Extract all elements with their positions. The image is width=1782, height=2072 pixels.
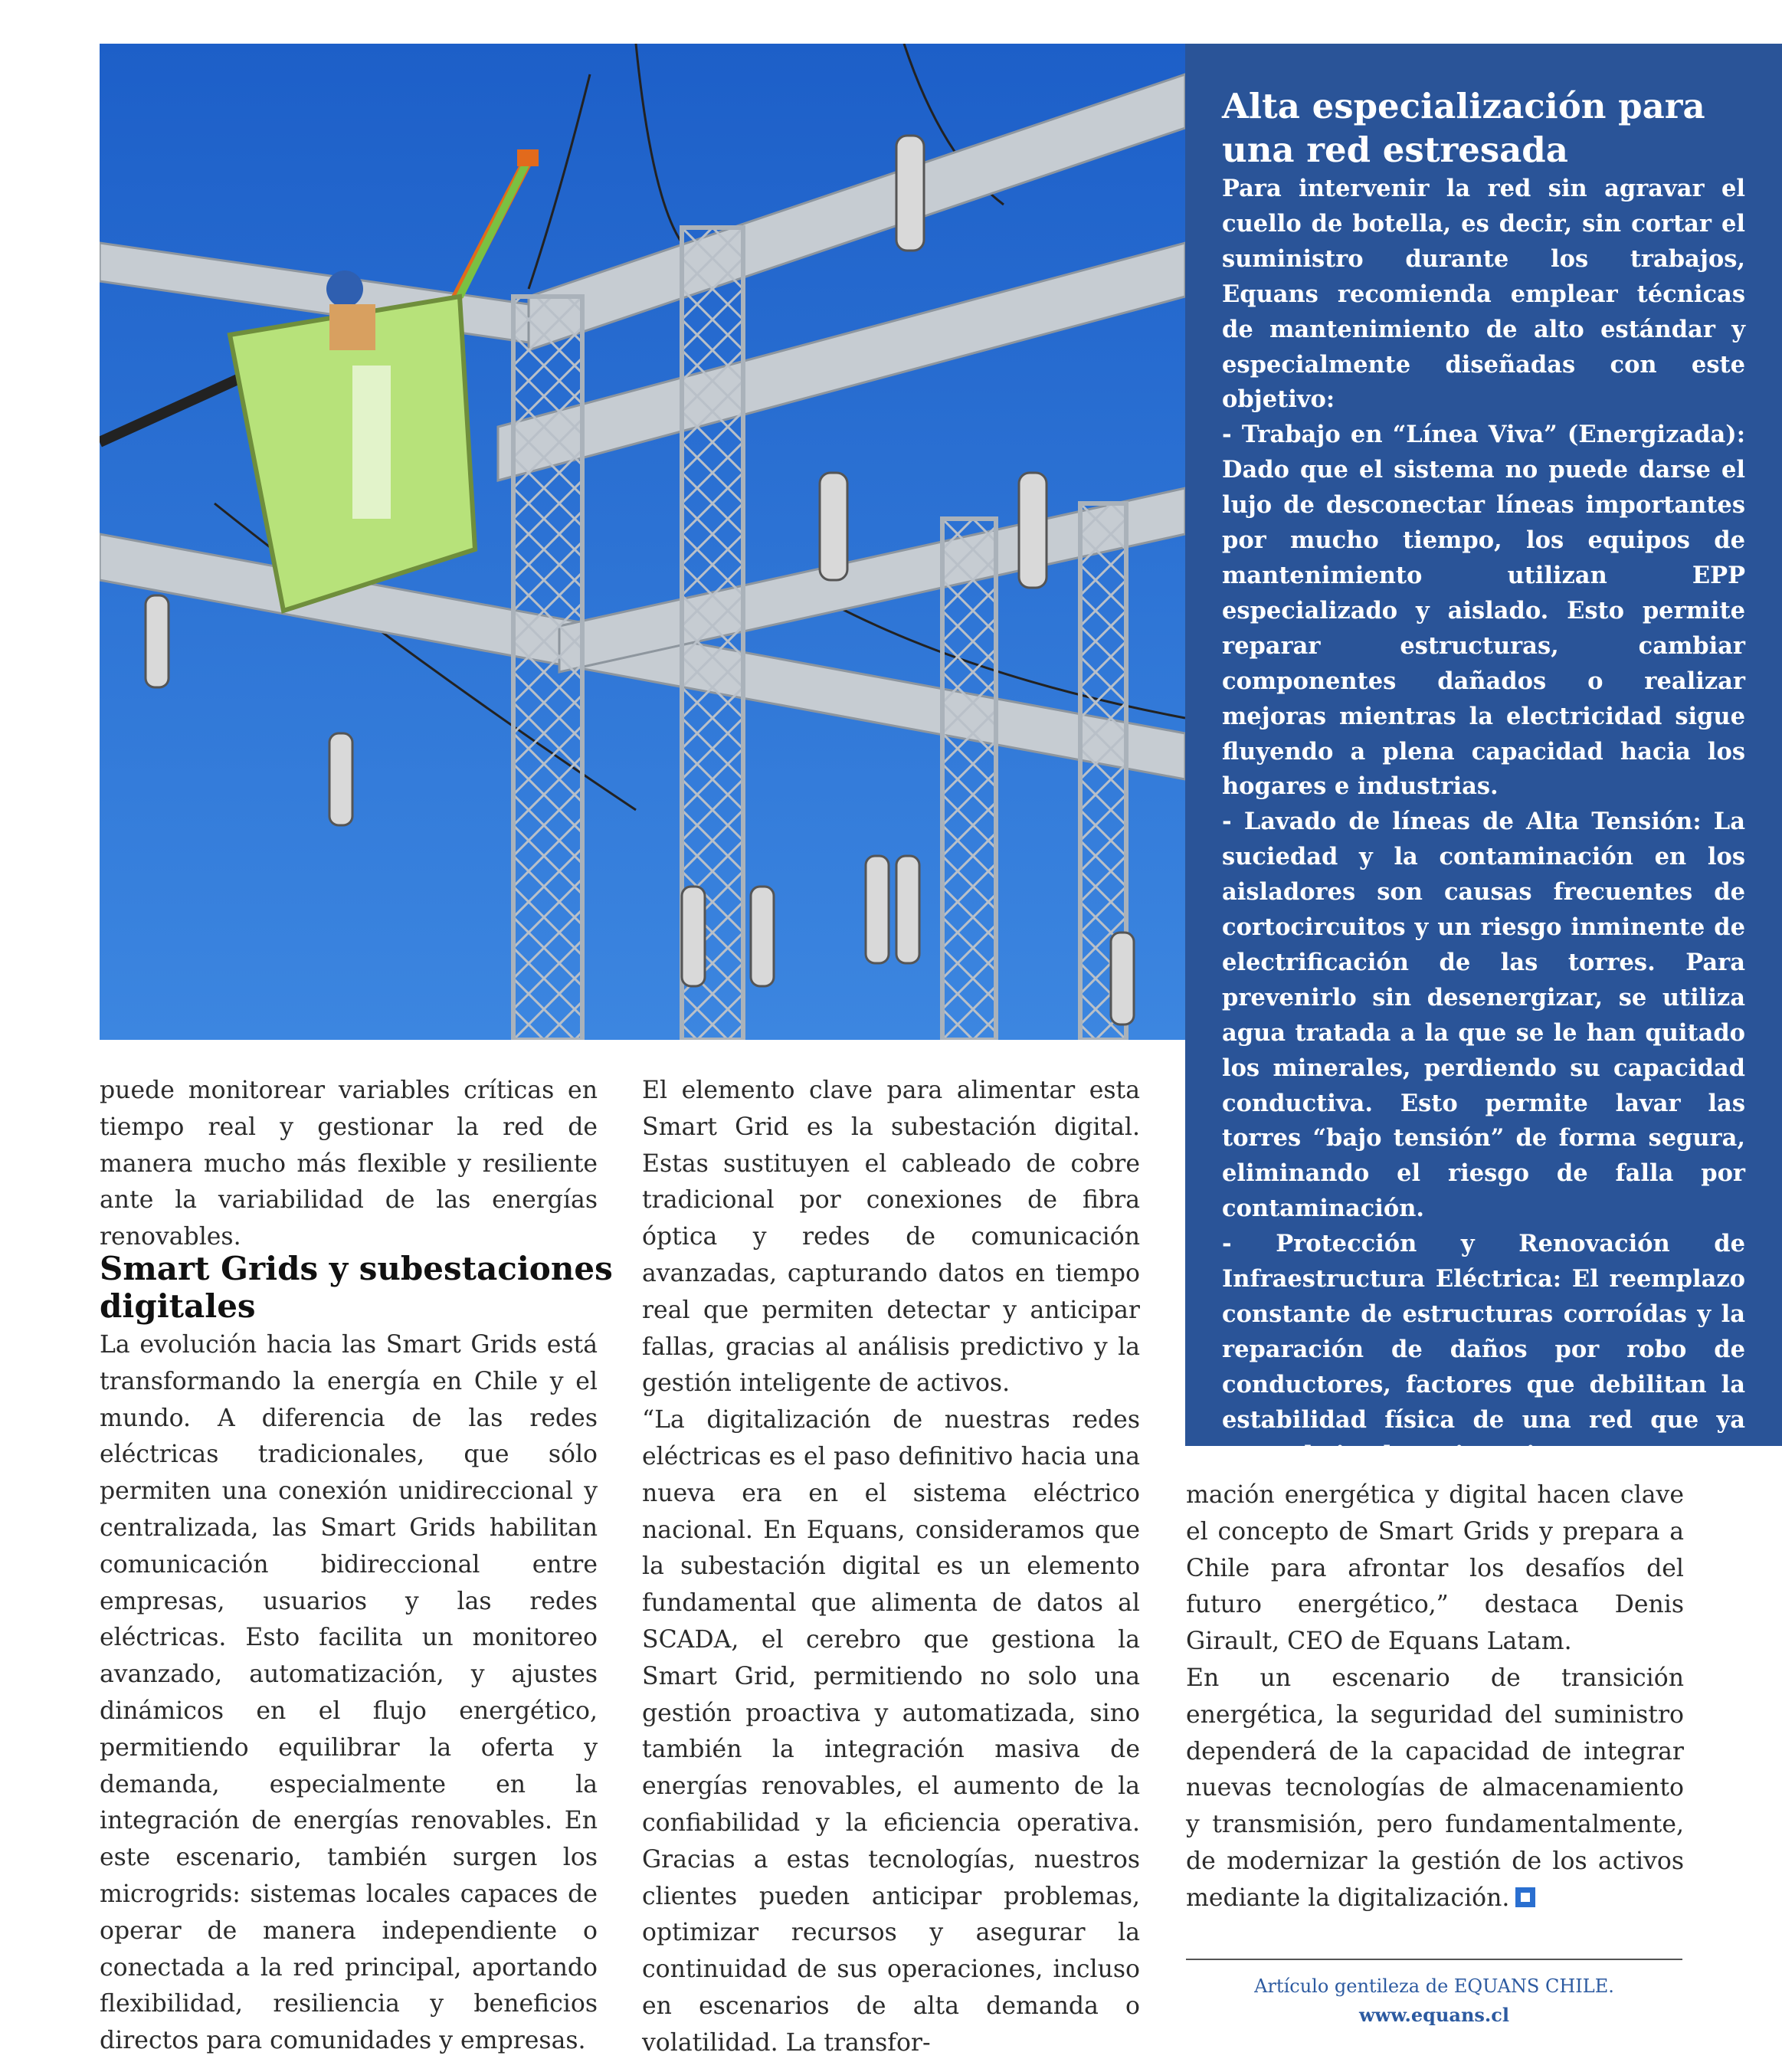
paragraph: mación energética y digital hacen clave el concepto de Smart Grids y prepara a Chile para afrontar los desafíos del futuro energético,” destaca Denis Girault, CEO de Equans Latam. <box>1186 1481 1684 1656</box>
website-link[interactable]: www.equans.cl <box>1358 2004 1510 2026</box>
sidebar-paragraph: - Lavado de líneas de Alta Tensión: La suciedad y la contaminación en los aisladores son causas frecuentes de cortocircuitos y un riesgo inminente de electrificación de las torres. Para prevenirlo sin desenergizar, se utiliza agua tratada a la que se le han quitado los minerales, perdiendo su capacidad conductiva. Esto permite lavar las torres “bajo tensión” de forma segura, eliminando el riesgo de falla por contaminación. <box>1222 808 1745 1223</box>
closing-text: En un escenario de transición energética, la seguridad del suministro dependerá de la capacidad de integrar nuevas tecnologías de almacenamiento y transmisión, pero fundamentalmente, de modernizar la gestión de los activos mediante la digitalización. <box>1186 1664 1684 1912</box>
sidebar-paragraph: - Trabajo en “Línea Viva” (Energizada): Dado que el sistema no puede darse el lujo de desconectar líneas importantes por mucho tiempo, los equipos de mantenimiento utilizan EPP especializado y aislado. Esto permite reparar estructuras, cambiar componentes dañados o realizar mejoras mientras la electricidad sigue fluyendo a plena capacidad hacia los hogares e industrias. <box>1222 421 1745 801</box>
worker-helmet <box>326 270 363 307</box>
sidebar-paragraph: - Protección y Renovación de Infraestructura Eléctrica: El reemplazo constante de estructuras corroídas y la reparación de daños por robo de conductores, factores que debilitan la estabilidad física de una red que ya opera bajo alta exigencia. <box>1222 1230 1745 1469</box>
article-credit <box>1186 1972 1682 2030</box>
column-3 <box>1186 1477 1684 1917</box>
column-2 <box>642 1073 1140 2062</box>
sidebar-title: Alta especialización para una red estresada <box>1222 86 1705 170</box>
credit-line: Artículo gentileza de EQUANS CHILE. <box>1254 1975 1614 1997</box>
closing-paragraph <box>1186 1661 1684 1917</box>
column-1-body <box>100 1327 598 2060</box>
sidebar-paragraph: Para intervenir la red sin agravar el cuello de botella, es decir, sin cortar el suministro durante los trabajos, Equans recomienda emplear técnicas de mantenimiento de alto estándar y especialmente diseñadas con este objetivo: <box>1222 175 1745 414</box>
section-heading: Smart Grids y subestaciones digitales <box>100 1250 613 1325</box>
column-1-intro <box>100 1073 598 1256</box>
sidebar-box <box>1185 44 1782 1469</box>
article-photo <box>100 44 1185 1040</box>
credit-divider <box>1186 1959 1682 1960</box>
quote-paragraph: “La digitalización de nuestras redes eléctricas es el paso definitivo hacia una nueva era en el sistema eléctrico nacional. En Equans, consideramos que la subestación digital es un elemento fundamental que alimenta de datos al SCADA, el cerebro que gestiona la Smart Grid, permitiendo no solo una gestión proactiva y automatizada, sino también la integración masiva de energías renovables, el aumento de la confiabilidad y la eficiencia operativa. Gracias a estas tecnologías, nuestros clientes pueden anticipar problemas, optimizar recursos y asegurar la continuidad de sus operaciones, incluso en escenarios de alta demanda o volatilidad. La transfor- <box>642 1406 1140 2057</box>
end-of-article-icon <box>1515 1887 1535 1907</box>
paragraph: El elemento clave para alimentar esta Smart Grid es la subestación digital. Estas sustituyen el cableado de cobre tradicional por conexiones de fibra óptica y redes de comunicación avanzadas, capturando datos en tiempo real que permiten detectar y anticipar fallas, gracias al análisis predictivo y la gestión inteligente de activos. <box>642 1077 1140 1398</box>
paragraph: La evolución hacia las Smart Grids está transformando la energía en Chile y el mundo. A diferencia de las redes eléctricas tradicionales, que sólo permiten una conexión unidireccional y centralizada, las Smart Grids habilitan comunicación bidireccional entre empresas, usuarios y las redes eléctricas. Esto facilita un monitoreo avanzado, automatización, y ajustes dinámicos en el flujo energético, permitiendo equilibrar la oferta y demanda, especialmente en la integración de energías renovables. En este escenario, también surgen los microgrids: sistemas locales capaces de operar de manera independiente o conectada a la red principal, aportando flexibilidad, resiliencia y beneficios directos para comunidades y empresas. <box>100 1331 598 2055</box>
paragraph: puede monitorear variables críticas en tiempo real y gestionar la red de manera mucho más flexible y resiliente ante la variabilidad de las energías renovables. <box>100 1077 598 1251</box>
substation-illustration <box>100 44 1185 1040</box>
